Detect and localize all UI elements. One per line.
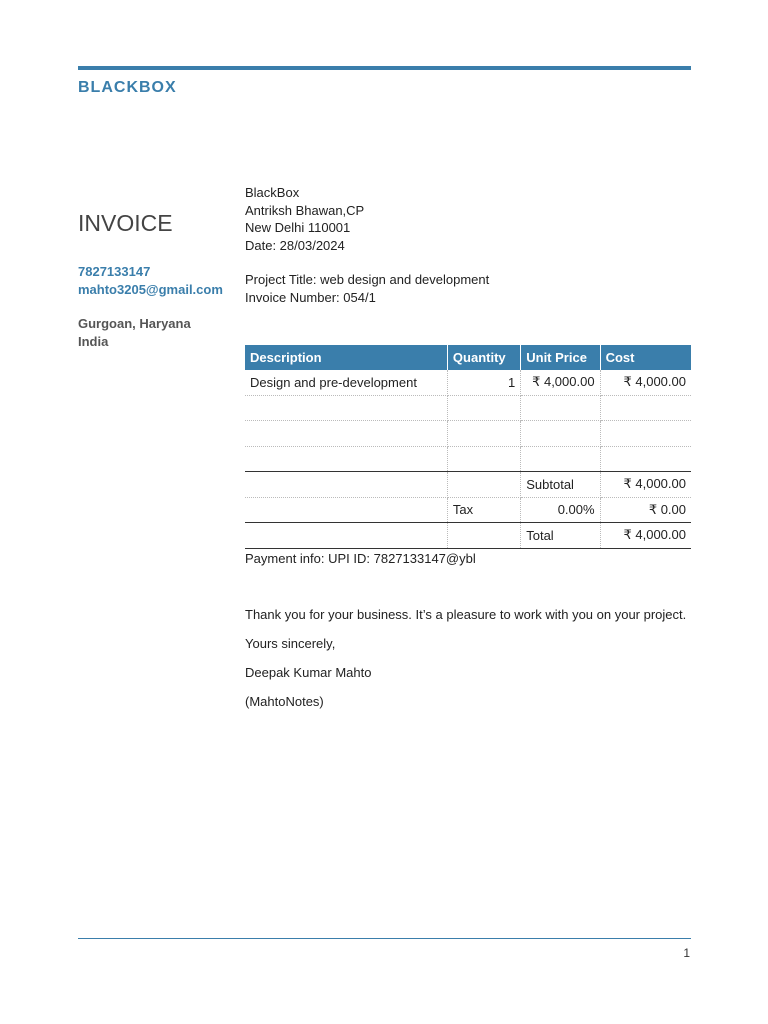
recipient-name: BlackBox <box>245 185 300 200</box>
table-row <box>245 395 691 421</box>
invoice-items-table <box>245 345 691 549</box>
brand-name: BLACKBOX <box>78 79 177 96</box>
item-quantity: 1 <box>447 370 520 395</box>
total-row <box>245 523 691 549</box>
closing-block <box>245 606 691 722</box>
tax-rate: 0.00% <box>521 497 600 523</box>
total-value: ₹ 4,000.00 <box>600 523 691 549</box>
invoice-number: Invoice Number: 054/1 <box>245 289 376 305</box>
item-description <box>245 395 447 421</box>
top-rule <box>78 66 691 70</box>
page-number: 1 <box>683 946 690 960</box>
item-description: Design and pre-development <box>245 370 447 395</box>
thank-you-note: Thank you for your business. It’s a pleasure to work with you on your project. <box>245 607 687 622</box>
item-unit-price <box>521 395 600 421</box>
sender-email[interactable]: mahto3205@gmail.com <box>78 282 223 297</box>
contact-info <box>78 263 238 299</box>
table-row <box>245 421 691 447</box>
header-unit-price: Unit Price <box>521 345 600 370</box>
recipient-address-line2: New Delhi 110001 <box>245 220 351 235</box>
recipient-block <box>245 184 691 306</box>
item-description <box>245 421 447 447</box>
total-label: Total <box>521 523 600 549</box>
recipient-address-line1: Antriksh Bhawan,CP <box>245 202 365 218</box>
signer-name: Deepak Kumar Mahto <box>245 665 372 680</box>
tax-value: ₹ 0.00 <box>600 497 691 523</box>
table-row <box>245 446 691 472</box>
sender-block <box>78 210 238 351</box>
bottom-rule <box>78 938 691 939</box>
subtotal-row <box>245 472 691 498</box>
subtotal-label: Subtotal <box>521 472 600 498</box>
sender-city: Gurgoan, Haryana <box>78 316 191 331</box>
table-row <box>245 370 691 395</box>
subtotal-value: ₹ 4,000.00 <box>600 472 691 498</box>
header-description: Description <box>245 345 447 370</box>
sender-phone[interactable]: 7827133147 <box>78 264 151 279</box>
item-cost <box>600 446 691 472</box>
tax-row <box>245 497 691 523</box>
project-title: Project Title: web design and development <box>245 272 490 287</box>
header-quantity: Quantity <box>447 345 520 370</box>
invoice-title: INVOICE <box>78 210 173 236</box>
item-cost: ₹ 4,000.00 <box>600 370 691 395</box>
table-header-row <box>245 345 691 370</box>
item-unit-price: ₹ 4,000.00 <box>521 370 600 395</box>
item-unit-price <box>521 446 600 472</box>
invoice-date: Date: 28/03/2024 <box>245 237 345 253</box>
item-cost <box>600 421 691 447</box>
item-description <box>245 446 447 472</box>
item-unit-price <box>521 421 600 447</box>
sender-country: India <box>78 334 109 349</box>
header-cost: Cost <box>600 345 691 370</box>
signer-organization: (MahtoNotes) <box>245 694 324 709</box>
item-cost <box>600 395 691 421</box>
tax-label: Tax <box>447 497 520 523</box>
item-quantity <box>447 446 520 472</box>
project-details <box>245 271 691 306</box>
sender-location <box>78 315 238 351</box>
salutation: Yours sincerely, <box>245 636 336 651</box>
item-quantity <box>447 421 520 447</box>
item-quantity <box>447 395 520 421</box>
payment-info: Payment info: UPI ID: 7827133147@ybl <box>245 551 476 566</box>
